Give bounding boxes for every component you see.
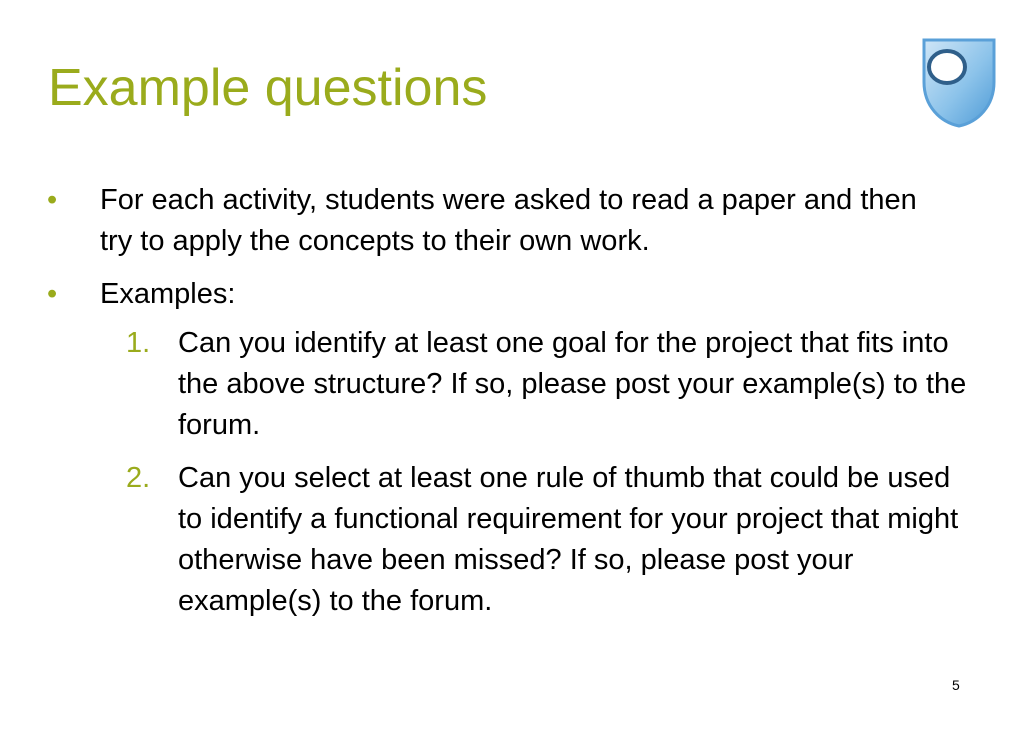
number-marker: 2. xyxy=(126,462,151,494)
bullet-marker: • xyxy=(47,278,58,310)
numbered-item xyxy=(100,323,968,446)
page-number: 5 xyxy=(952,677,960,693)
numbered-item-text: Can you identify at least one goal for the project that fits into the above structure? If so, please post your example(s) to the forum. xyxy=(178,327,967,441)
numbered-item xyxy=(100,458,968,622)
number-marker: 1. xyxy=(126,327,151,359)
bullet-text: For each activity, students were asked to read a paper and then try to apply the concepts to their own work. xyxy=(100,184,917,257)
bullet-item xyxy=(0,180,950,262)
bullet-marker: • xyxy=(47,184,58,216)
numbered-item-text: Can you select at least one rule of thumb that could be used to identify a functional requirement for your project that might otherwise have been missed? If so, please post your example(s) to the forum. xyxy=(178,462,959,617)
bullet-list xyxy=(0,180,1024,634)
numbered-list xyxy=(100,323,967,622)
bullet-item xyxy=(0,274,967,622)
bullet-text: Examples: xyxy=(100,278,236,310)
slide-title: Example questions xyxy=(48,59,488,117)
open-university-shield-icon xyxy=(920,36,998,128)
